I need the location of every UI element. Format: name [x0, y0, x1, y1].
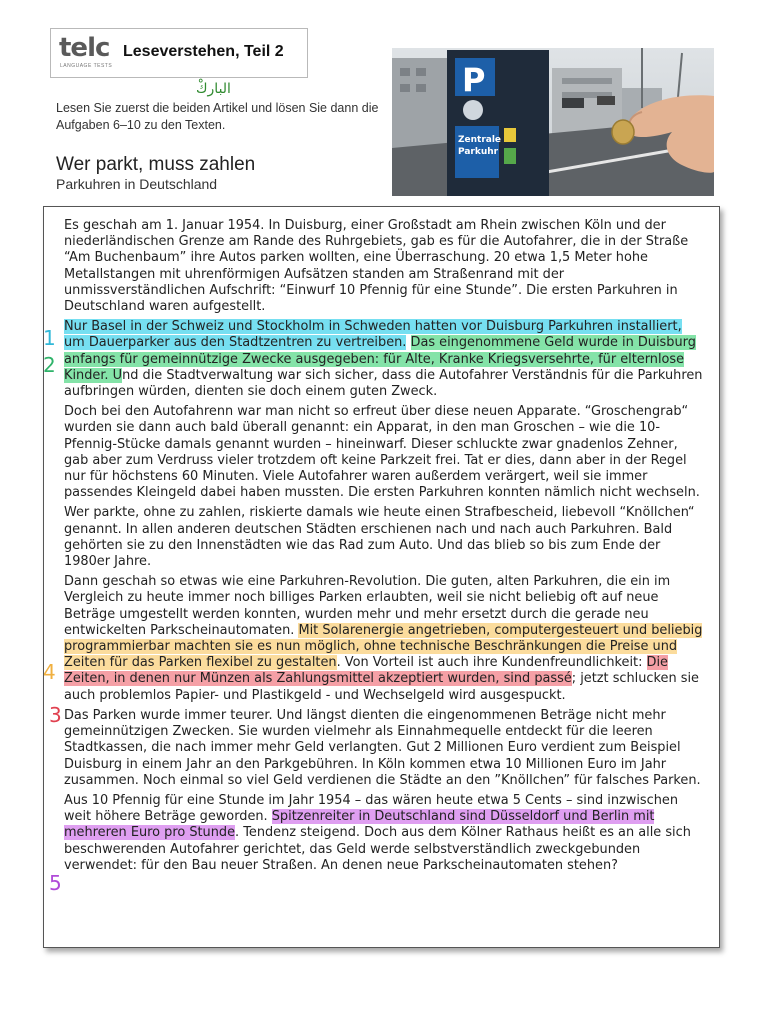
text-run: . Von Vorteil ist auch ihre Kundenfreundlichkeit: [336, 655, 647, 671]
highlight-3: Die Zeiten, in denen nur Münzen als Zahlungsmittel akzeptiert wurden, sind passé [64, 655, 668, 687]
article-subheadline: Parkuhren in Deutschland [56, 176, 218, 192]
telc-logo: telc [59, 33, 110, 63]
article-paragraph-5 [64, 574, 704, 704]
article-body [64, 218, 704, 878]
meter-label-line1: Zentrale [458, 135, 502, 145]
parking-meter-illustration [392, 48, 714, 196]
text-run: nd die Stadtverwaltung war sich sicher, dass die Autofahrer Verständnis für die Parkuhren aufbringen würden, dienten sie doch einem guten Zweck. [64, 367, 703, 400]
text-run: Dann geschah so etwas wie eine Parkuhren-Revolution. Die guten, alten Parkuhren, die ein im Vergleich zu heute immer noch billiges Parken erlaubten, weil sie nicht beliebig oft auf neue Beträge umgestellt werden konnten, wurden mehr und mehr ersetzt durch die gerade neu entwickelten Parkscheinautomaten. [64, 574, 671, 638]
text-run: . Tendenz steigend. Doch aus dem Kölner Rathaus heißt es an alle sich beschwerenden Autofahrer gerichtet, das Geld werde selbstverständlich zweckgebunden verwendet: für den Bau neuer Straßen. An denen neue Parkscheinautomaten stehen? [64, 825, 691, 873]
article-paragraph-4: Wer parkte, ohne zu zahlen, riskierte damals wie heute einen Strafbescheid, liebevoll “Knöllchen“ genannt. In allen anderen deutschen Städten erschienen nach und nach auch Parkuhren. Bald gehörten sie zu den Innenstädten wie das Rad zum Auto. Und das blieb so bis zum Ende der 1980er Jahre. [64, 505, 695, 570]
article-paragraph-2 [64, 319, 704, 400]
article-paragraph-7 [64, 793, 704, 874]
meter-label-line2: Parkuhr [458, 147, 499, 157]
telc-logo-box [50, 28, 308, 78]
article-paragraph-1: Es geschah am 1. Januar 1954. In Duisburg, einer Großstadt am Rhein zwischen Köln und der niederländischen Grenze am Rande des Ruhrgebiets, gab es für die Autofahrer, die in der Straße “Am Buchenbaum” ihre Autos parken wollten, eine Überraschung. 20 etwa 1,5 Meter hohe Metallstangen mit uhrenförmigen Aufsätzen standen am Straßenrand mit der unmissverständlichen Aufschrift: “Einwurf 10 Pfennig für eine Stunde”. Die ersten Parkuhren in Deutschland waren aufgestellt. [64, 218, 689, 315]
marker-number-4: 4 [43, 660, 56, 684]
highlight-1: Nur Basel in der Schweiz und Stockholm in Schweden hatten vor Duisburg Parkuhren installiert, um Dauerparker aus den Stadtzentren zu vertreiben. [64, 319, 682, 351]
parking-sign-letter: P [462, 61, 486, 99]
section-title: Leseverstehen, Teil 2 [123, 43, 284, 60]
highlight-5: Spitzenreiter in Deutschland sind Düsseldorf und Berlin mit mehreren Euro pro Stunde [64, 809, 655, 841]
article-paragraph-6: Das Parken wurde immer teurer. Und längst dienten die eingenommenen Beträge nicht mehr gemeinnützigen Zwecken. Sie wurden vielmehr als Einnahmequelle entdeckt für die leeren Stadtkassen, die nach immer mehr Geld verlangten. Gut 2 Millionen Euro verdient zum Beispiel Duisburg in einem Jahr an den Parkgebühren. In Köln kommen etwa 10 Millionen Euro im Jahr zusammen. Noch einmal so viel Geld verdienen die Städte an den ”Knöllchen” für falsches Parken. [64, 707, 701, 788]
instructions: Lesen Sie zuerst die beiden Artikel und lösen Sie dann die Aufgaben 6–10 zu den Texten. [56, 101, 379, 132]
highlight-4: Mit Solarenergie angetrieben, computergesteuert und beliebig programmierbar machten sie es nun möglich, ohne technische Beschränkungen die Preise und Zeiten für das Parken flexibel zu gestalten [64, 622, 703, 671]
text-run: ; jetzt schlucken sie auch problemlos Papier- und Plastikgeld - und Wechselgeld wird ausgespuckt. [64, 671, 699, 703]
marker-number-1: 1 [43, 326, 56, 350]
highlight-2: Das eingenommene Geld wurde in Duisburg anfangs für gemeinnützige Zwecke ausgegeben: für Alte, Kranke Kriegsversehrte, für elternlose Kinder. U [64, 335, 696, 383]
text-run: Aus 10 Pfennig für eine Stunde im Jahr 1954 – das wären heute etwa 5 Cents – sind inzwischen weit höhere Beträge geworden. [64, 792, 679, 825]
article-headline: Wer parkt, muss zahlen [56, 154, 256, 175]
marker-number-3: 3 [49, 703, 62, 727]
parking-meter-photo [392, 48, 714, 196]
text-run [406, 335, 410, 350]
article-paragraph-3: Doch bei den Autofahrenn war man nicht so erfreut über diese neuen Apparate. “Groschengrab“ wurden sie dann auch bald überall genannt: ein Apparat, in den man Groschen – wie die 10-Pfennig-Stücke damals genannt wurden – hineinwarf. Dieser schluckte zwar gnadenlos Zehner, gab aber zum Verdruss vieler trotzdem oft keine Parkzeit frei. Tat er dies, dann aber in der Regel nur für höchstens 60 Minuten. Viele Autofahrer waren außerdem verärgert, weil sie immer passendes Kleingeld dabei haben mussten. Die ersten Parkuhren konnten nämlich nicht wechseln. [64, 404, 700, 501]
arabic-annotation: الباركْ [196, 81, 231, 97]
telc-logo-subtext: LANGUAGE TESTS [60, 63, 113, 69]
marker-number-2: 2 [43, 353, 56, 377]
marker-number-5: 5 [49, 871, 62, 895]
